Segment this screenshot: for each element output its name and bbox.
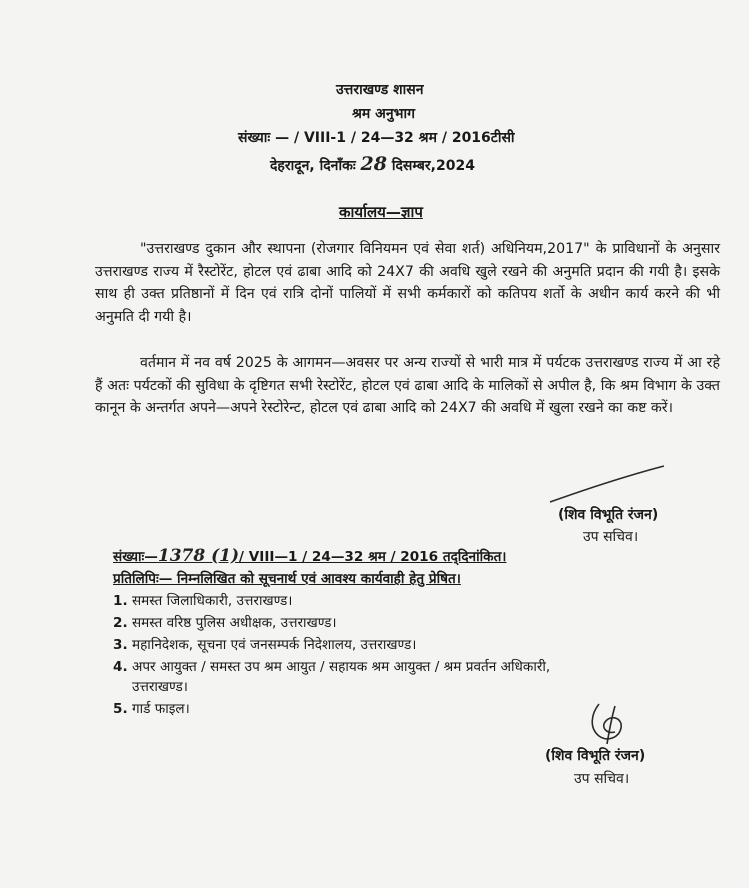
department-name: श्रम अनुभाग	[352, 106, 415, 122]
signatory-name-2: (शिव विभूति रंजन)	[545, 748, 646, 764]
paragraph-2-text: वर्तमान में नव वर्ष 2025 के आगमन—अवसर पर अन्य राज्यों से भारी मात्र में पर्यटक उत्तराखण्ड राज्य में आ रहे हैं अतः पर्यटकों की सुविधा के दृष्टिगत सभी रेस्टोरेंट, होटल एवं ढाबा आदि के मालिकों से अपील है, कि श्रम विभाग के उक्त कानून के अन्तर्गत अपने—अपने रेस्टोरेन्ट, होटल एवं ढाबा आदि को 24X7 की अवधि में खुला रखने का कष्ट करें।	[95, 355, 720, 416]
paragraph-1	[95, 238, 720, 328]
place-date	[270, 153, 475, 175]
list-item-text: समस्त जिलाधिकारी, उत्तराखण्ड।	[131, 593, 293, 609]
list-item-continuation: उत्तराखण्ड।	[132, 679, 188, 695]
list-item-text: महानिदेशक, सूचना एवं जनसम्पर्क निदेशालय, उत्तराखण्ड।	[131, 637, 417, 653]
signatory-name-1: (शिव विभूति रंजन)	[558, 507, 659, 523]
list-item-text: अपर आयुक्त / समस्त उप श्रम आयुत / सहायक श्रम आयुक्त / श्रम प्रवर्तन अधिकारी,	[131, 659, 551, 675]
list-item	[113, 656, 550, 675]
reference-number: संख्याः — / VIII-1 / 24—32 श्रम / 2016टीसी	[238, 130, 515, 146]
list-item	[113, 590, 292, 609]
list-item	[113, 698, 190, 717]
copy-heading: प्रतिलिपिः— निम्नलिखित को सूचनार्थ एवं आवश्य कार्यवाही हेतु प्रेषित।	[113, 571, 461, 587]
copy-reference	[113, 546, 506, 566]
signatory-designation-1: उप सचिव।	[583, 529, 639, 545]
copy-ref-handwritten: 1378 (1)	[157, 546, 240, 566]
government-name: उत्तराखण्ड शासन	[336, 82, 424, 98]
date-suffix: दिसम्बर,2024	[391, 158, 475, 174]
list-item-number: 1.	[113, 593, 128, 609]
paragraph-1-text: "उत्तराखण्ड दुकान और स्थापना (रोजगार विनियमन एवं सेवा शर्त) अधिनियम,2017" के प्राविधानों के अनुसार उत्तराखण्ड राज्य में रैस्टोरेंट, होटल एवं ढाबा आदि को 24X7 की अवधि खुले रखने की अनुमति प्रदान की गयी है। इसके साथ ही उक्त प्रतिष्ठानों में दिन एवं रात्रि दोनों पालियों में सभी कर्मकारों को कतिपय शर्तो के अधीन कार्य करने की भी अनुमति दी गयी है।	[95, 241, 720, 325]
list-item-text: गार्ड फाइल।	[131, 701, 190, 717]
date-handwritten: 28	[360, 153, 387, 175]
office-memo-title: कार्यालय—ज्ञाप	[339, 203, 423, 221]
list-item-number: 3.	[113, 637, 128, 653]
signatory-designation-2: उप सचिव।	[574, 771, 630, 787]
list-item-number: 2.	[113, 615, 128, 631]
list-item	[113, 612, 337, 631]
signature-stroke-1	[548, 462, 668, 507]
paragraph-2	[95, 352, 720, 420]
copy-ref-suffix: / VIII—1 / 24—32 श्रम / 2016 तद्‌दिनांकित।	[239, 549, 507, 565]
signature-stroke-2	[585, 700, 635, 746]
place-date-prefix: देहरादून, दिनाँकः	[270, 158, 356, 174]
list-item-number: 4.	[113, 659, 128, 675]
list-item-text: समस्त वरिष्ठ पुलिस अधीक्षक, उत्तराखण्ड।	[131, 615, 337, 631]
list-item	[113, 634, 416, 653]
list-item-number: 5.	[113, 701, 128, 717]
copy-ref-prefix: संख्याः—	[113, 549, 158, 565]
